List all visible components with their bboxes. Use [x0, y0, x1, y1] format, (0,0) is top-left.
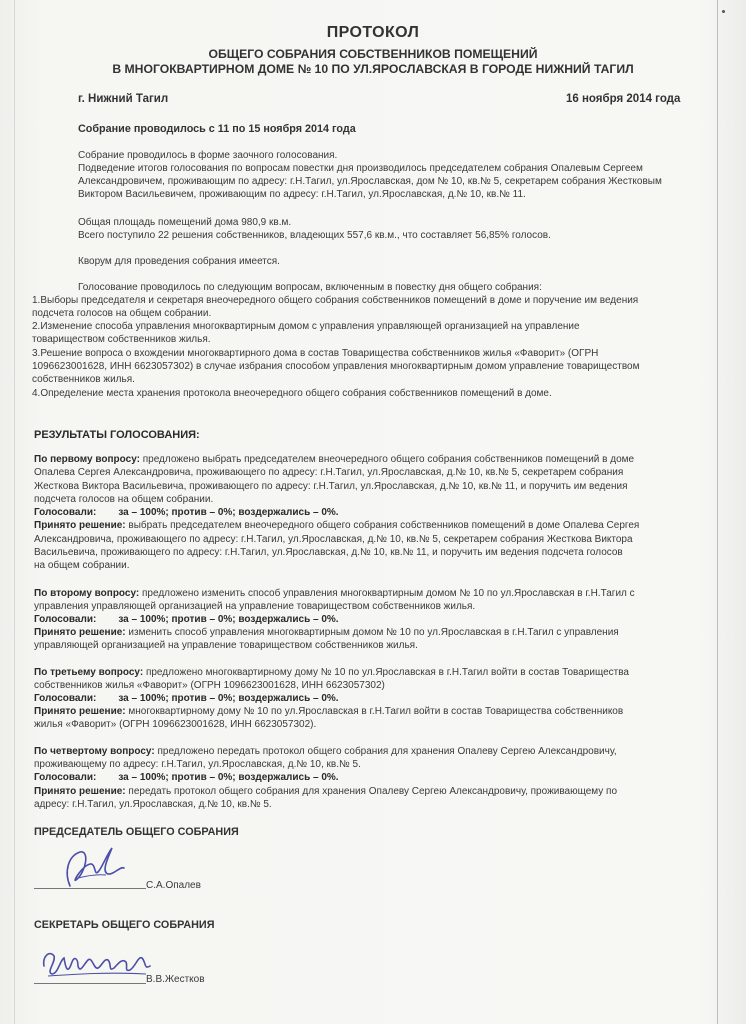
agenda-line-8: 4.Определение места хранения протокола внеочередного общего собрания собственников помещений в доме. [32, 388, 552, 399]
agenda-line-2: подсчета голосов на общем собрании. [32, 308, 212, 319]
page-left-edge [14, 0, 15, 1024]
q2-proposal-text-1: предложено изменить способ управления многоквартирным домом № 10 по ул.Ярославская в г.Н.Тагил с [142, 588, 635, 599]
q2-label: По второму вопросу: [34, 588, 140, 599]
q3-proposal-line-2: собственников жилья «Фаворит» (ОГРН 1096623001628, ИНН 6623057302) [34, 680, 385, 691]
secretary-heading: СЕКРЕТАРЬ ОБЩЕГО СОБРАНИЯ [34, 919, 215, 931]
q4-voted-label: Голосовали: [34, 772, 97, 783]
q4-decision-line-2: адресу: г.Н.Тагил, ул.Ярославская, д.№ 10, кв.№ 5. [34, 799, 272, 810]
q2-voted-value: за – 100%; против – 0%; воздержались – 0%. [118, 614, 339, 625]
q3-decision-label: Принято решение: [34, 706, 126, 717]
q1-proposal-line-4: подсчета голосов на общем собрании. [34, 494, 214, 505]
meeting-period: Собрание проводилось с 11 по 15 ноября 2014 года [78, 123, 356, 135]
q1-proposal-line-2: Опалева Сергея Александровича, проживающего по адресу: г.Н.Тагил, ул.Ярославская, д.№ 10, кв.№ 5, секретарем собрания [34, 467, 624, 478]
chairman-heading: ПРЕДСЕДАТЕЛЬ ОБЩЕГО СОБРАНИЯ [34, 826, 239, 838]
q2-proposal-line-1 [34, 588, 635, 600]
q4-voted-line [34, 772, 339, 784]
agenda-lead: Голосование проводилось по следующим вопросам, включенным в повестку дня общего собрания: [78, 282, 542, 293]
q1-voted-label: Голосовали: [34, 507, 97, 518]
q4-label: По четвертому вопросу: [34, 746, 155, 757]
q3-label: По третьему вопросу: [34, 667, 144, 678]
document-date: 16 ноября 2014 года [566, 93, 681, 105]
q1-decision-label: Принято решение: [34, 520, 126, 531]
q2-decision-text-1: изменить способ управления многоквартирным домом № 10 по ул.Ярославская в г.Н.Тагил с управления [128, 627, 619, 638]
q2-proposal-line-2: управления управляющей организацией на управление товариществом собственников жилья. [34, 601, 476, 612]
q1-label: По первому вопросу: [34, 454, 140, 465]
q4-voted-value: за – 100%; против – 0%; воздержались – 0%. [118, 772, 339, 783]
agenda-line-6: 1096623001628, ИНН 6623057302) в случае избрания способом управления многоквартирным домом управление товариществом [32, 361, 640, 372]
q3-proposal-line-1 [34, 667, 629, 679]
document-title: ПРОТОКОЛ [326, 24, 420, 41]
chairman-signature-icon [56, 842, 136, 892]
agenda-line-7: собственников жилья. [32, 374, 135, 385]
q1-decision-line-2: Александровича, проживающего по адресу: г.Н.Тагил, ул.Ярославская, д.№ 10, кв.№ 5, секретарем собрания Жесткова Виктора [34, 534, 633, 545]
q4-proposal-line-1 [34, 746, 617, 758]
total-area-line: Общая площадь помещений дома 980,9 кв.м. [78, 217, 292, 228]
q4-proposal-line-2: проживающему по адресу: г.Н.Тагил, ул.Ярославская, д.№ 10, кв.№ 5. [34, 759, 361, 770]
summary-line-2: Александровичем, проживающим по адресу: г.Н.Тагил, ул.Ярославская, дом № 10, кв.№ 5, секретарем собрания Жестковым [78, 176, 662, 187]
q1-proposal-line-3: Жесткова Виктора Васильевича, проживающего по адресу: г.Н.Тагил, ул.Ярославская, д.№ 10, кв.№ 11, и поручить им ведения [34, 481, 628, 492]
received-decisions-line: Всего поступило 22 решения собственников, владеющих 557,6 кв.м., что составляет 56,85% голосов. [78, 230, 551, 241]
summary-line-3: Виктором Васильевичем, проживающим по адресу: г.Н.Тагил, ул.Ярославская, д.№ 10, кв.№ 11. [78, 189, 526, 200]
q1-proposal-line-1 [34, 454, 634, 466]
document-subtitle-line2: В МНОГОКВАРТИРНОМ ДОМЕ № 10 ПО УЛ.ЯРОСЛАВСКАЯ В ГОРОДЕ НИЖНИЙ ТАГИЛ [112, 62, 634, 76]
document-city: г. Нижний Тагил [78, 93, 169, 105]
q3-voted-value: за – 100%; против – 0%; воздержались – 0%. [118, 693, 339, 704]
q3-voted-label: Голосовали: [34, 693, 97, 704]
q2-decision-line-1 [34, 627, 619, 639]
q4-proposal-text-1: предложено передать протокол общего собрания для хранения Опалеву Сергею Александровичу, [157, 746, 617, 757]
results-heading: РЕЗУЛЬТАТЫ ГОЛОСОВАНИЯ: [34, 429, 200, 441]
q1-decision-line-4: на общем собрании. [34, 560, 130, 571]
q1-decision-text-1: выбрать председателем внеочередного общего собрания собственников помещений в доме Опалева Сергея [128, 520, 640, 531]
chairman-signature-line [34, 888, 146, 889]
q1-proposal-text-1: предложено выбрать председателем внеочередного общего собрания собственников помещений в доме [142, 454, 635, 465]
q4-decision-text-1: передать протокол общего собрания для хранения Опалеву Сергею Александровичу, проживающему по [125, 786, 618, 797]
q3-voted-line [34, 693, 339, 705]
agenda-line-3: 2.Изменение способа управления многоквартирным домом с управления управляющей организацией на управление [32, 321, 580, 332]
agenda-line-5: 3.Решение вопроса о вхождении многоквартирного дома в состав Товарищества собственников жилья «Фаворит» (ОГРН [32, 348, 599, 359]
secretary-signature-icon [38, 944, 156, 982]
q3-decision-text-1: многоквартирному дому № 10 по ул.Ярославская в г.Н.Тагил войти в состав Товарищества собственников [128, 706, 624, 717]
q1-decision-line-3: Васильевича, проживающего по адресу: г.Н.Тагил, ул.Ярославская, д.№ 10, кв.№ 11, и поручить им ведения подсчета голосов [34, 547, 623, 558]
q2-voted-line [34, 614, 339, 626]
agenda-line-4: товариществом собственников жилья. [32, 334, 211, 345]
scan-speck [722, 10, 725, 13]
document-subtitle-line1: ОБЩЕГО СОБРАНИЯ СОБСТВЕННИКОВ ПОМЕЩЕНИЙ [208, 47, 538, 61]
chairman-name: С.А.Опалев [146, 880, 201, 891]
q2-decision-label: Принято решение: [34, 627, 126, 638]
meeting-form-line: Собрание проводилось в форме заочного голосования. [78, 150, 338, 161]
q1-decision-line-1 [34, 520, 639, 532]
summary-line-1: Подведение итогов голосования по вопросам повестки дня производилось председателем собрания Опалевым Сергеем [78, 163, 643, 174]
secretary-name: В.В.Жестков [146, 974, 205, 985]
q4-decision-line-1 [34, 786, 617, 798]
quorum-line: Кворум для проведения собрания имеется. [78, 256, 280, 267]
page-fold-line [717, 0, 718, 1024]
q1-voted-value: за – 100%; против – 0%; воздержались – 0%. [118, 507, 339, 518]
q4-decision-label: Принято решение: [34, 786, 126, 797]
secretary-signature-line [34, 983, 146, 984]
q1-voted-line [34, 507, 339, 519]
q2-decision-line-2: управляющей организацией на управление товариществом собственников жилья. [34, 640, 418, 651]
q3-decision-line-1 [34, 706, 623, 718]
q3-decision-line-2: жилья «Фаворит» (ОГРН 1096623001628, ИНН 6623057302). [34, 719, 317, 730]
q2-voted-label: Голосовали: [34, 614, 97, 625]
agenda-line-1: 1.Выборы председателя и секретаря внеочередного общего собрания собственников помещений в доме и поручение им ведения [32, 295, 639, 306]
q3-proposal-text-1: предложено многоквартирному дому № 10 по ул.Ярославская в г.Н.Тагил войти в состав Товарищества [145, 667, 629, 678]
